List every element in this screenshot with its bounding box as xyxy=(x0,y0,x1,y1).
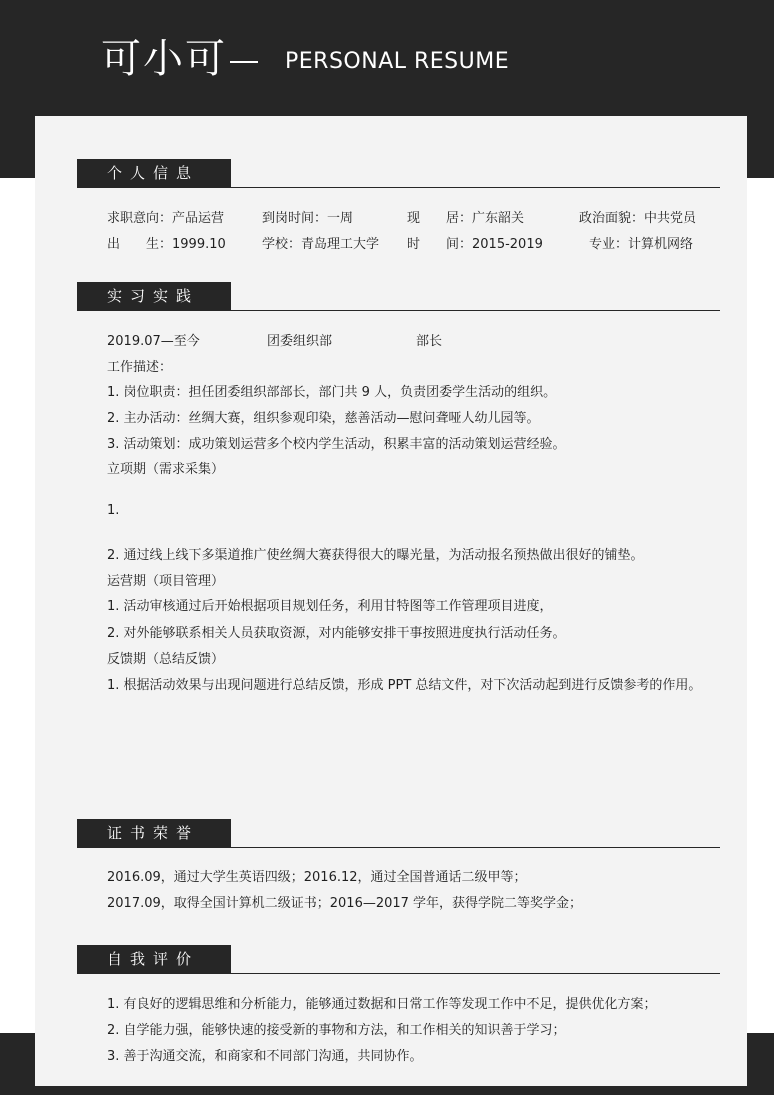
section-title-info: 个人信息 xyxy=(77,159,231,188)
info-row xyxy=(107,209,707,229)
experience-role: 部长 xyxy=(416,334,443,349)
resume-name: 可小可 xyxy=(101,36,227,82)
info-job-intention: 求职意向：产品运营 xyxy=(107,211,225,226)
experience-line: 3. 活动策划：成功策划运营多个校内学生活动，积累丰富的活动策划运营经验。 xyxy=(107,437,566,452)
experience-line: 立项期（需求采集） xyxy=(107,462,225,477)
section-title-certificates: 证书荣誉 xyxy=(77,819,231,848)
self-eval-line: 3. 善于沟通交流，和商家和不同部门沟通，共同协作。 xyxy=(107,1049,423,1064)
experience-org: 团委组织部 xyxy=(267,334,333,349)
section-divider xyxy=(77,187,720,188)
self-eval-line: 2. 自学能力强，能够快速的接受新的事物和方法，和工作相关的知识善于学习； xyxy=(107,1023,566,1038)
certificate-line: 2016.09，通过大学生英语四级；2016.12，通过全国普通话二级甲等； xyxy=(107,870,527,885)
section-divider xyxy=(77,310,720,311)
experience-meta xyxy=(107,332,707,352)
experience-line: 运营期（项目管理） xyxy=(107,574,225,589)
info-school: 学校：青岛理工大学 xyxy=(262,237,380,252)
experience-line: 2. 通过线上线下多渠道推广使丝绸大赛获得很大的曝光量，为活动报名预热做出很好的铺垫。 xyxy=(107,548,644,563)
header-dash xyxy=(230,61,258,63)
experience-line: 1. xyxy=(107,503,120,518)
info-birth: 出 生：1999.10 xyxy=(107,237,226,252)
info-major: 专业：计算机网络 xyxy=(589,237,694,252)
info-row xyxy=(107,235,707,255)
info-residence: 现 居：广东韶关 xyxy=(407,211,525,226)
certificate-line: 2017.09，取得全国计算机二级证书；2016—2017 学年，获得学院二等奖学金； xyxy=(107,896,583,911)
experience-line: 工作描述： xyxy=(107,360,173,375)
info-study-period: 时 间：2015-2019 xyxy=(407,237,543,252)
experience-line: 1. 活动审核通过后开始根据项目规划任务，利用甘特图等工作管理项目进度， xyxy=(107,599,553,614)
section-title-self-eval: 自我评价 xyxy=(77,945,231,974)
experience-line: 反馈期（总结反馈） xyxy=(107,652,225,667)
experience-line: 1. 岗位职责：担任团委组织部部长，部门共 9 人，负责团委学生活动的组织。 xyxy=(107,385,557,400)
experience-line: 2. 主办活动：丝绸大赛，组织参观印染，慈善活动—慰问聋哑人幼儿园等。 xyxy=(107,411,540,426)
info-political-status: 政治面貌：中共党员 xyxy=(579,211,697,226)
experience-period: 2019.07—至今 xyxy=(107,334,200,349)
section-title-practice: 实习实践 xyxy=(77,282,231,311)
section-divider xyxy=(77,847,720,848)
experience-line: 2. 对外能够联系相关人员获取资源，对内能够安排干事按照进度执行活动任务。 xyxy=(107,626,566,641)
info-start-time: 到岗时间：一周 xyxy=(262,211,354,226)
section-divider xyxy=(77,973,720,974)
self-eval-line: 1. 有良好的逻辑思维和分析能力，能够通过数据和日常工作等发现工作中不足，提供优化方案； xyxy=(107,997,657,1012)
resume-subtitle: PERSONAL RESUME xyxy=(285,49,510,74)
experience-line: 1. 根据活动效果与出现问题进行总结反馈，形成 PPT 总结文件，对下次活动起到进行反馈参考的作用。 xyxy=(107,678,702,693)
